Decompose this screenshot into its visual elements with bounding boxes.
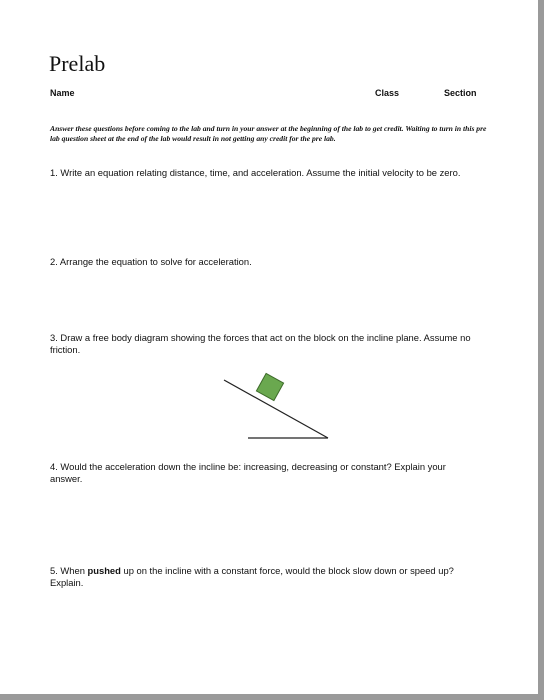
incline-plane-diagram — [218, 366, 333, 441]
instructions-text: Answer these questions before coming to the lab and turn in your answer at the beginning of the lab to get credit. Waiting to turn in this pre lab question sheet at the end of the lab would result in not getting any credit for the pre lab. — [50, 124, 487, 143]
question-4: 4. Would the acceleration down the incline be: increasing, decreasing or constant? Explain your answer. — [50, 461, 446, 484]
page-title: Prelab — [49, 51, 106, 76]
question-3: 3. Draw a free body diagram showing the forces that act on the block on the incline plane. Assume no friction. — [50, 332, 471, 355]
name-label: Name — [50, 88, 75, 98]
block-on-incline — [256, 373, 283, 400]
question-5 — [50, 565, 480, 589]
question-5-before: 5. When — [50, 565, 88, 576]
question-1: 1. Write an equation relating distance, time, and acceleration. Assume the initial velocity to be zero. — [50, 167, 461, 178]
block-shape — [256, 373, 283, 400]
section-label: Section — [444, 88, 477, 98]
question-2: 2. Arrange the equation to solve for acceleration. — [50, 256, 252, 267]
question-5-emphasis: pushed — [87, 565, 121, 576]
class-label: Class — [375, 88, 400, 98]
question-5-after: up on the incline with a constant force, would the block slow down or speed up? Explain. — [50, 565, 454, 588]
